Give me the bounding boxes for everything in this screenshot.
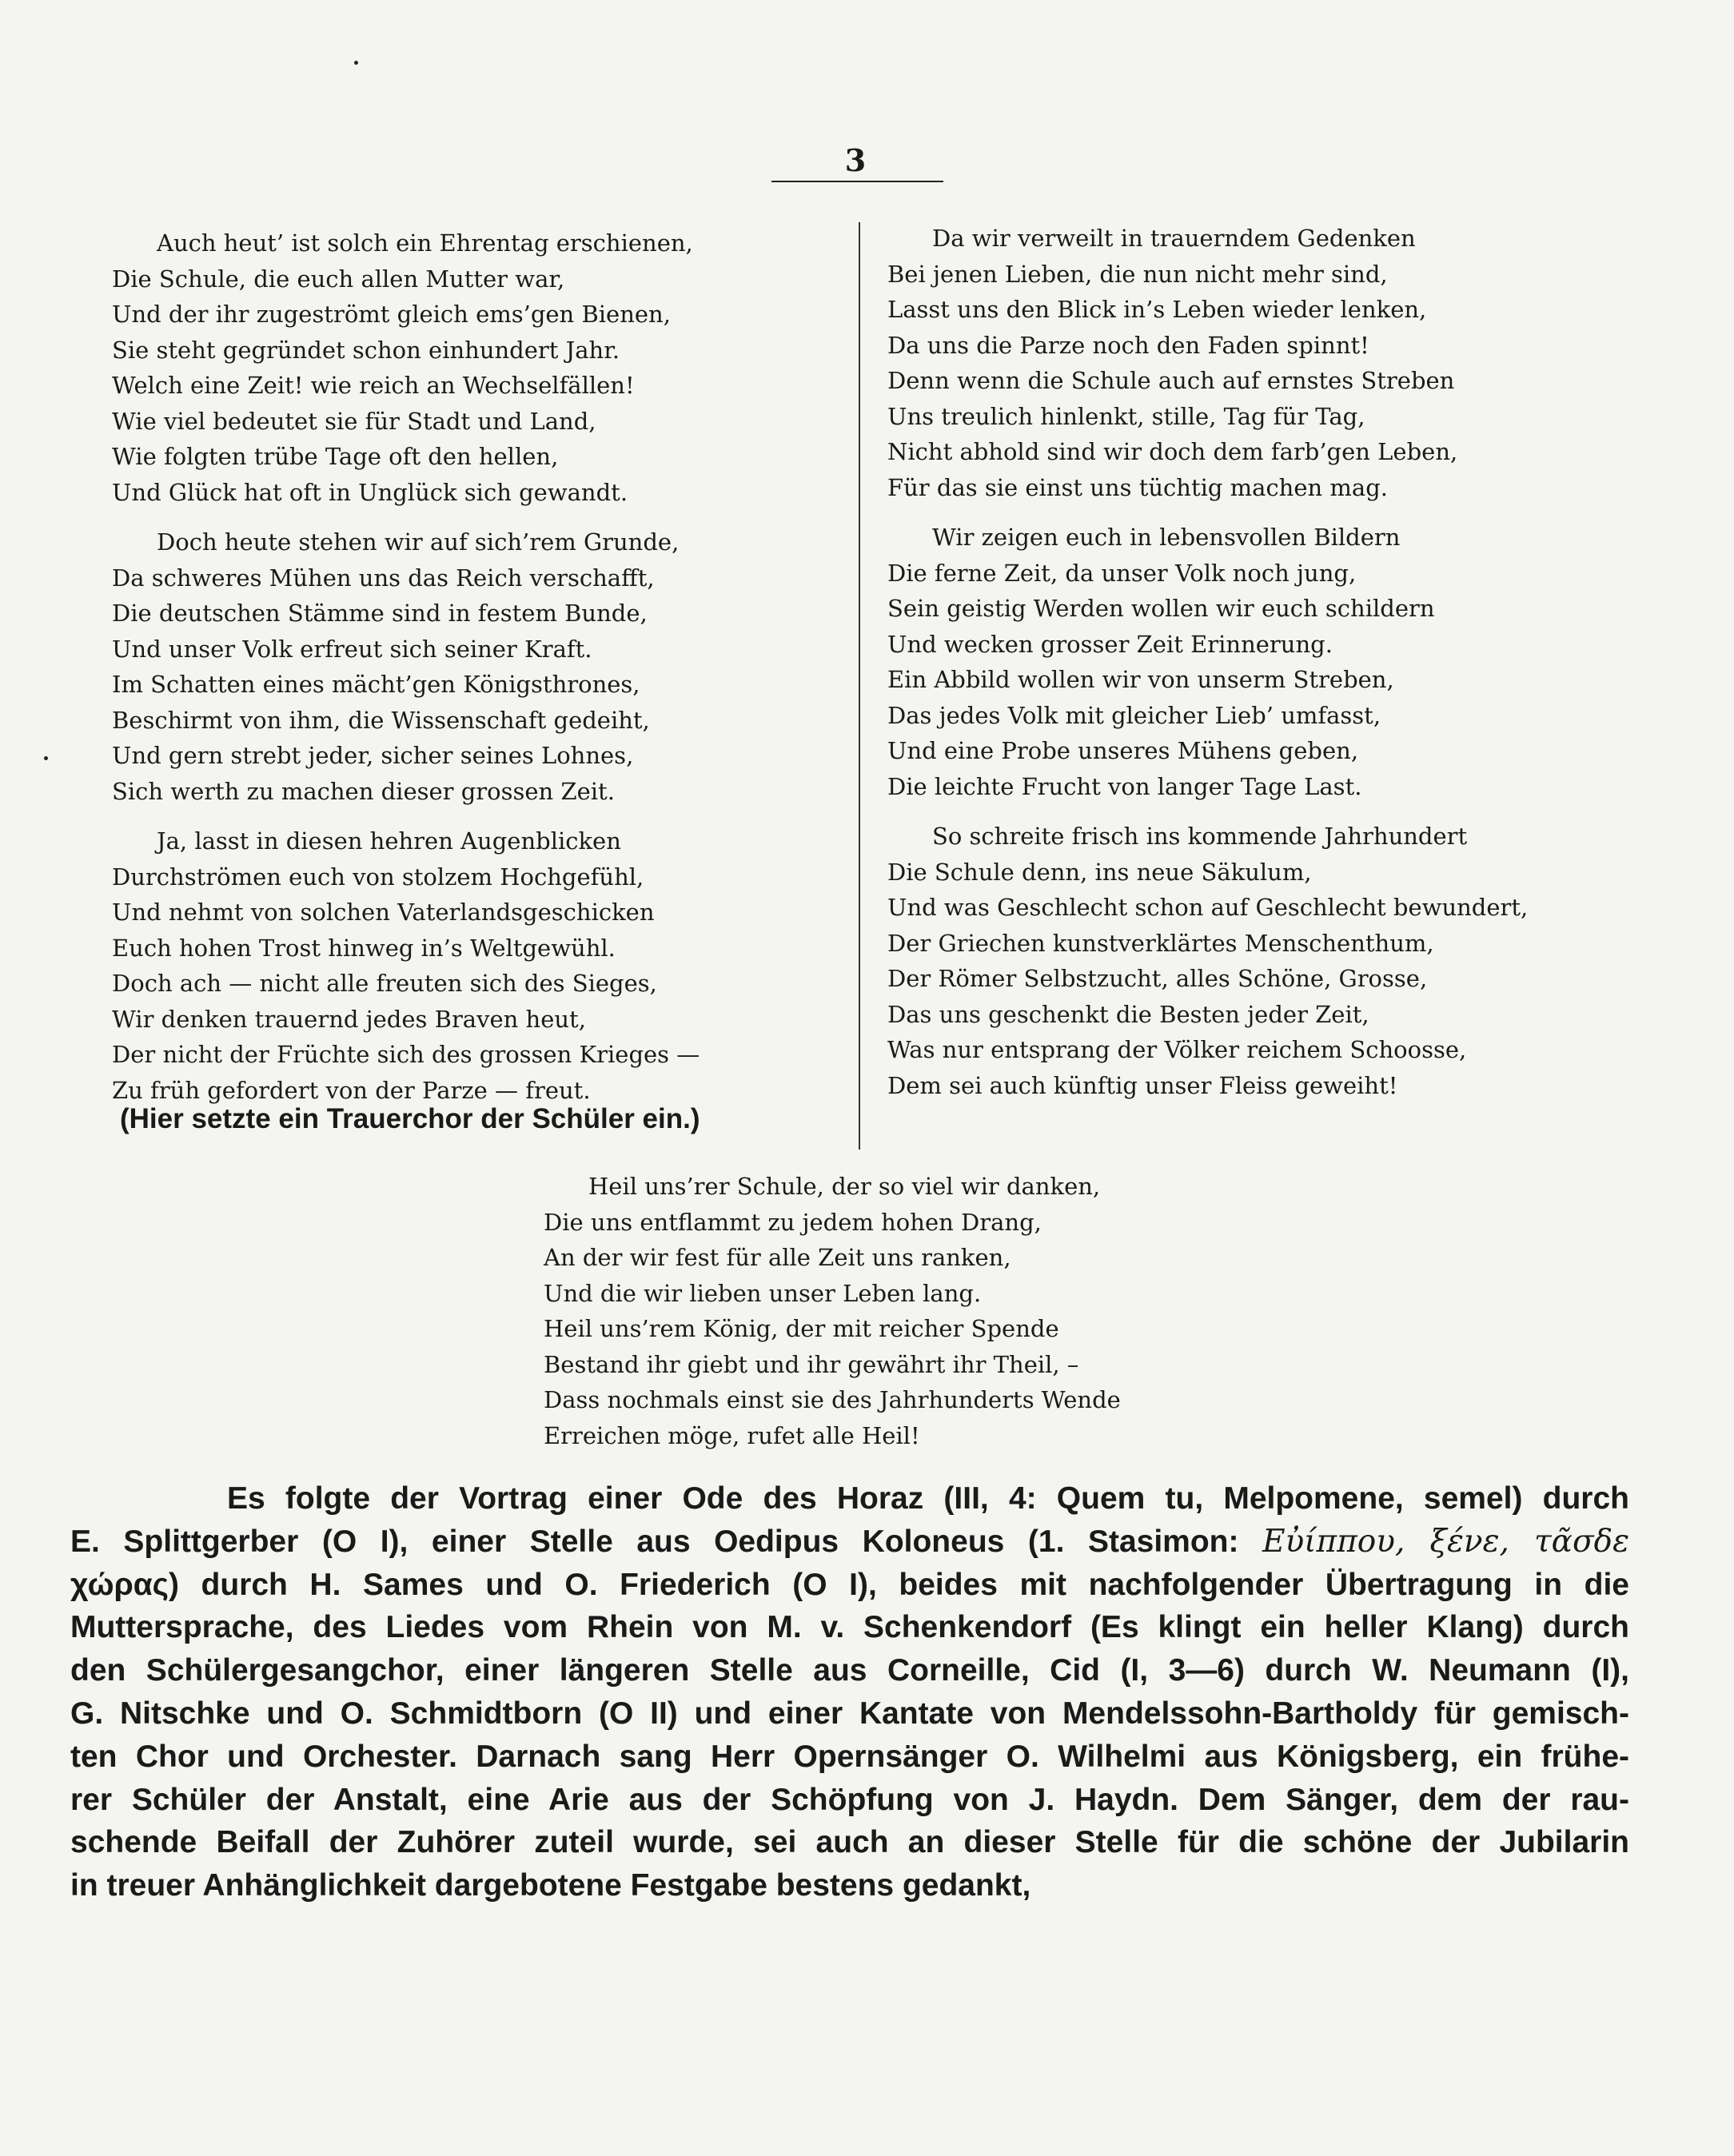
poem-line: Die Schule, die euch allen Mutter war, bbox=[112, 265, 565, 293]
poem-line: Sich werth zu machen dieser grossen Zeit. bbox=[112, 777, 615, 805]
poem-line: Erreichen möge, rufet alle Heil! bbox=[544, 1421, 920, 1449]
poem-line: Ja, lasst in diesen hehren Augenblicken bbox=[157, 827, 621, 855]
poem-line: Und die wir lieben unser Leben lang. bbox=[544, 1279, 982, 1307]
prose-line: ten Chor und Orchester. Darnach sang Herr Opernsänger O. Wilhelmi aus Königsberg, ein frühe- bbox=[70, 1739, 1629, 1774]
poem-line: Wie folgten trübe Tage oft den hellen, bbox=[112, 443, 559, 470]
poem-line: Die uns entflammt zu jedem hohen Drang, bbox=[544, 1208, 1042, 1236]
prose-line: Es folgte der Vortrag einer Ode des Horaz (III, 4: Quem tu, Melpomene, semel) durch bbox=[227, 1481, 1629, 1516]
poem-line: Und nehmt von solchen Vaterlandsgeschicken bbox=[112, 899, 655, 926]
poem-line: Lasst uns den Blick in’s Leben wieder lenken, bbox=[887, 296, 1427, 323]
prose-line: rer Schüler der Anstalt, eine Arie aus der Schöpfung von J. Haydn. Dem Sänger, dem der rau- bbox=[70, 1782, 1629, 1817]
poem-line: Und Glück hat oft in Unglück sich gewandt. bbox=[112, 478, 628, 506]
prose-line: G. Nitschke und O. Schmidtborn (O II) und einer Kantate von Mendelssohn-Bartholdy für gemisch- bbox=[70, 1696, 1629, 1731]
poem-line: Heil uns’rem König, der mit reicher Spende bbox=[544, 1315, 1059, 1342]
page-number: 3 bbox=[844, 142, 867, 178]
stanza bbox=[887, 819, 1647, 1103]
header-rule bbox=[771, 181, 943, 182]
poem-line: Zu früh gefordert von der Parze — freut. bbox=[112, 1076, 591, 1104]
poem-line: Doch heute stehen wir auf sich’rem Grunde, bbox=[157, 528, 680, 556]
poem-line: Ein Abbild wollen wir von unserm Streben, bbox=[887, 666, 1394, 693]
poem-line: Nicht abhold sind wir doch dem farb’gen Leben, bbox=[887, 438, 1458, 465]
poem-line: Und gern strebt jeder, sicher seines Lohnes, bbox=[112, 742, 634, 769]
poem-line: Euch hohen Trost hinweg in’s Weltgewühl. bbox=[112, 934, 616, 962]
poem-line: So schreite frisch ins kommende Jahrhundert bbox=[932, 823, 1468, 850]
poem-line: Dass nochmals einst sie des Jahrhunderts Wende bbox=[544, 1386, 1121, 1413]
prose-line: χώρας) durch H. Sames und O. Friederich (O I), beides mit nachfolgender Übertragung in die bbox=[70, 1567, 1629, 1602]
poem-line: Das uns geschenkt die Besten jeder Zeit, bbox=[887, 1000, 1369, 1028]
stanza bbox=[112, 225, 847, 510]
left-poem-column bbox=[112, 225, 847, 1122]
prose-line: den Schülergesangchor, einer längeren Stelle aus Corneille, Cid (I, 3—6) durch W. Neumann (I), bbox=[70, 1653, 1629, 1688]
closing-poem bbox=[544, 1169, 1263, 1453]
poem-line: Die deutschen Stämme sind in festem Bunde, bbox=[112, 600, 648, 627]
poem-line: Da wir verweilt in trauerndem Gedenken bbox=[932, 225, 1416, 252]
prose-line: in treuer Anhänglichkeit dargebotene Festgabe bestens gedankt, bbox=[70, 1868, 1031, 1903]
poem-line: Und wecken grosser Zeit Erinnerung. bbox=[887, 630, 1333, 658]
stray-mark bbox=[354, 61, 358, 65]
poem-line: Da schweres Mühen uns das Reich verschafft, bbox=[112, 564, 655, 592]
poem-line: Wir denken trauernd jedes Braven heut, bbox=[112, 1005, 586, 1033]
poem-line: Beschirmt von ihm, die Wissenschaft gedeiht, bbox=[112, 706, 650, 734]
poem-line: Welch eine Zeit! wie reich an Wechselfällen! bbox=[112, 372, 635, 399]
poem-line: Dem sei auch künftig unser Fleiss geweiht! bbox=[887, 1071, 1398, 1099]
poem-line: Der Griechen kunstverklärtes Menschenthum, bbox=[887, 929, 1434, 957]
poem-line: Die Schule denn, ins neue Säkulum, bbox=[887, 858, 1312, 886]
greek-phrase: Εὐίππου, ξένε, τᾶσδε bbox=[1262, 1523, 1630, 1560]
poem-line: Im Schatten eines mächt’gen Königsthrones, bbox=[112, 671, 640, 698]
poem-line: Der Römer Selbstzucht, alles Schöne, Grosse, bbox=[887, 965, 1428, 992]
stanza bbox=[887, 520, 1647, 804]
stanza bbox=[887, 221, 1647, 505]
stray-mark bbox=[44, 756, 48, 760]
poem-line: Und unser Volk erfreut sich seiner Kraft. bbox=[112, 635, 592, 663]
poem-line: Durchströmen euch von stolzem Hochgefühl, bbox=[112, 863, 644, 891]
poem-line: Denn wenn die Schule auch auf ernstes Streben bbox=[887, 367, 1455, 394]
poem-line: Doch ach — nicht alle freuten sich des Sieges, bbox=[112, 970, 657, 997]
poem-line: Der nicht der Früchte sich des grossen Krieges — bbox=[112, 1041, 700, 1068]
poem-line: Die ferne Zeit, da unser Volk noch jung, bbox=[887, 559, 1357, 587]
stanza bbox=[112, 524, 847, 809]
right-poem-column bbox=[887, 221, 1647, 1118]
poem-line: Da uns die Parze noch den Faden spinnt! bbox=[887, 331, 1369, 359]
prose-line: E. Splittgerber (O I), einer Stelle aus Oedipus Koloneus (1. Stasimon: Εὐίππου, ξένε, τᾶσδε bbox=[70, 1523, 1630, 1560]
poem-line: Und eine Probe unseres Mühens geben, bbox=[887, 737, 1359, 764]
poem-line: Für das sie einst uns tüchtig machen mag. bbox=[887, 473, 1388, 501]
prose-line: Muttersprache, des Liedes vom Rhein von M. v. Schenkendorf (Es klingt ein heller Klang) durch bbox=[70, 1610, 1629, 1645]
stanza bbox=[112, 823, 847, 1108]
poem-line: Uns treulich hinlenkt, stille, Tag für Tag, bbox=[887, 402, 1365, 430]
poem-line: Wie viel bedeutet sie für Stadt und Land, bbox=[112, 407, 596, 435]
poem-line: Sie steht gegründet schon einhundert Jahr. bbox=[112, 336, 620, 364]
poem-line: Wir zeigen euch in lebensvollen Bildern bbox=[932, 524, 1401, 551]
column-divider bbox=[859, 222, 860, 1150]
poem-line: An der wir fest für alle Zeit uns ranken, bbox=[544, 1244, 1011, 1271]
poem-line: Bestand ihr giebt und ihr gewährt ihr Theil, – bbox=[544, 1350, 1079, 1378]
poem-line: Und der ihr zugeströmt gleich ems’gen Bienen, bbox=[112, 301, 671, 328]
poem-line: Heil uns’rer Schule, der so viel wir danken, bbox=[588, 1173, 1101, 1200]
poem-line: Auch heut’ ist solch ein Ehrentag erschienen, bbox=[157, 229, 693, 257]
poem-line: Das jedes Volk mit gleicher Lieb’ umfasst, bbox=[887, 701, 1381, 729]
prose-line: schende Beifall der Zuhörer zuteil wurde, sei auch an dieser Stelle für die schöne der Jubilarin bbox=[70, 1825, 1629, 1860]
poem-line: Sein geistig Werden wollen wir euch schildern bbox=[887, 595, 1435, 622]
poem-line: Und was Geschlecht schon auf Geschlecht bewundert, bbox=[887, 894, 1529, 921]
poem-line: Bei jenen Lieben, die nun nicht mehr sind, bbox=[887, 260, 1388, 288]
prose-paragraph bbox=[70, 1477, 1629, 1907]
poem-line: Was nur entsprang der Völker reichem Schoosse, bbox=[887, 1036, 1467, 1063]
stage-note: (Hier setzte ein Trauerchor der Schüler ein.) bbox=[120, 1103, 700, 1134]
poem-line: Die leichte Frucht von langer Tage Last. bbox=[887, 772, 1362, 800]
